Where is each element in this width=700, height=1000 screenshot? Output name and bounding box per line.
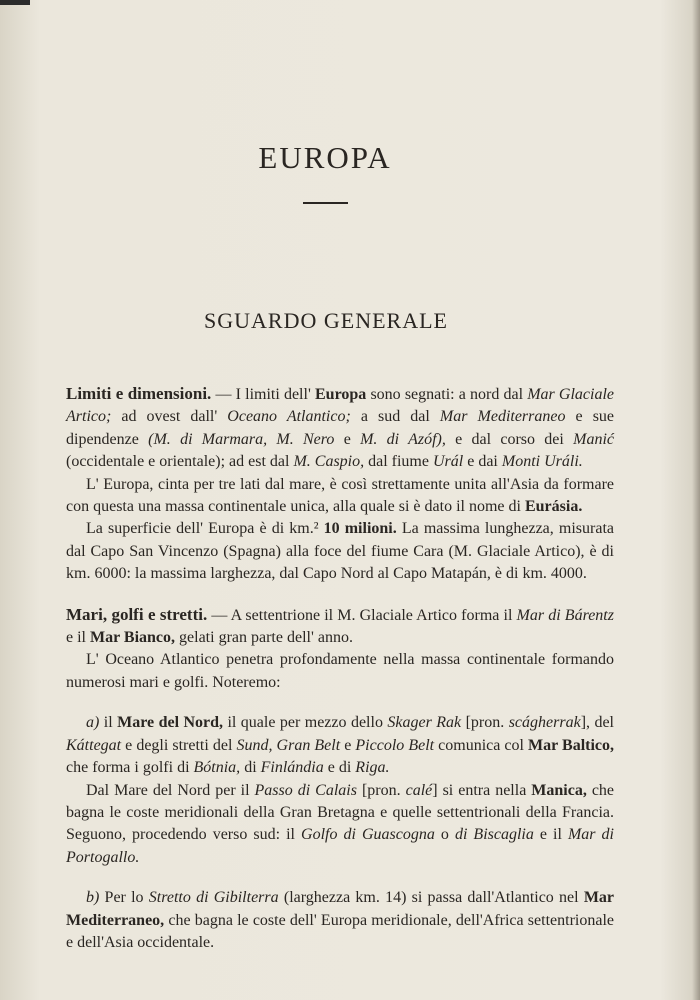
- text-run: Manica,: [531, 781, 587, 799]
- text-run: Mar Baltico,: [528, 736, 615, 754]
- text-run: ], del: [580, 714, 615, 732]
- text-run: Mar di Bárentz: [516, 606, 614, 624]
- text-run: Mar di Portogallo.: [66, 826, 615, 866]
- text-run: e di: [323, 759, 356, 777]
- text-run: e degli stretti del: [121, 736, 237, 754]
- text-run: — I limiti dell': [211, 386, 315, 403]
- text-run: Mar Mediterraneo,: [66, 889, 615, 929]
- text-run: e: [340, 736, 356, 754]
- text-run: Oceano Atlantico;: [227, 408, 351, 426]
- text-run: o: [434, 826, 455, 844]
- text-run: dal fiume: [364, 453, 433, 471]
- section-heading-limiti: Limiti e dimensioni.: [66, 384, 212, 403]
- text-run: e sue dipendenze: [66, 408, 615, 448]
- text-run: di: [240, 759, 261, 777]
- paragraph-mari: [66, 604, 614, 650]
- text-run: (larghezza km. 14) si passa dall'Atlantico nel: [278, 889, 584, 907]
- text-run: Mare del Nord,: [117, 714, 224, 732]
- text-run: Piccolo Belt: [355, 736, 435, 754]
- text-run: M. Caspio,: [293, 453, 365, 471]
- text-run: Riga.: [355, 759, 390, 777]
- text-run: che bagna le coste dell' Europa meridionale, dell'Africa settentrionale e dell'Asia occidentale.: [66, 911, 614, 951]
- text-run: il: [99, 714, 118, 732]
- paragraph-superficie: [66, 518, 614, 585]
- text-run: e dal corso dei: [445, 430, 574, 448]
- paragraph-mediterraneo: [66, 887, 614, 954]
- text-run: Dal Mare del Nord per il: [86, 781, 255, 799]
- title-divider: [303, 202, 348, 204]
- text-run: Golfo di Guascogna: [301, 826, 435, 844]
- text-run: M. di Azóf),: [360, 430, 446, 448]
- page-edge-shadow: [692, 0, 700, 1000]
- text-run: L' Europa, cinta per tre lati dal mare, è così strettamente unita all'Asia da formare con questa una massa continentale unica, alla quale si è dato il nome di: [66, 475, 614, 516]
- text-run: Bótnia,: [193, 759, 241, 777]
- text-run: sono segnati: a nord dal: [366, 386, 528, 403]
- text-run: e il: [66, 629, 90, 647]
- text-run: Eurásia.: [524, 498, 583, 516]
- text-run: che bagna le coste meridionali della Gran Bretagna e quelle settentrionali della Francia. Seguono, procedendo verso sud: il: [66, 781, 615, 844]
- text-run: Per lo: [99, 889, 149, 907]
- page-title: EUROPA: [258, 140, 392, 175]
- section-title: SGUARDO GENERALE: [204, 308, 448, 333]
- text-run: a sud dal: [350, 408, 440, 426]
- text-run: Káttegat: [66, 736, 122, 754]
- text-run: gelati gran parte dell' anno.: [175, 629, 353, 647]
- text-run: — A settentrione il M. Glaciale Artico forma il: [207, 606, 517, 624]
- text-run: di Biscaglia: [454, 826, 534, 844]
- text-run: e dai: [463, 453, 502, 471]
- page-body: [66, 383, 614, 954]
- text-run: [pron.: [356, 781, 406, 799]
- text-run: Skager Rak: [387, 714, 462, 732]
- text-run: che forma i golfi di: [66, 759, 194, 777]
- paragraph-atlantico: [66, 649, 614, 694]
- text-run: il quale per mezzo dello: [223, 714, 388, 732]
- text-run: [pron.: [461, 714, 509, 732]
- text-run: Passo di Calais: [254, 781, 357, 799]
- text-run: calé: [405, 781, 433, 799]
- text-run: Mar Glaciale Artico;: [66, 386, 615, 426]
- text-run: Sund, Gran Belt: [236, 736, 341, 754]
- text-run: Europa: [315, 386, 367, 403]
- text-run: Monti Uráli.: [501, 453, 583, 471]
- text-run: Mar Mediterraneo: [439, 408, 566, 426]
- text-run: (occidentale e orientale); ad est dal: [66, 453, 294, 471]
- paragraph-limiti: [66, 383, 614, 474]
- text-run: comunica col: [434, 736, 529, 754]
- text-run: scágherrak: [508, 714, 581, 732]
- text-run: Finlándia: [260, 759, 324, 777]
- text-run: 10 milioni.: [323, 520, 397, 538]
- section-heading-mari: Mari, golfi e stretti.: [66, 604, 208, 624]
- text-run: e il: [533, 826, 568, 844]
- text-run: L' Oceano Atlantico penetra profondamente nella massa continentale formando numerosi mari e golfi. Noteremo:: [66, 651, 614, 691]
- paragraph-eurasia: [66, 474, 614, 519]
- corner-mark: [0, 0, 30, 5]
- text-run: (M. di Marmara, M. Nero: [148, 430, 335, 448]
- text-run: ] si entra nella: [432, 781, 532, 799]
- text-run: Manić: [573, 430, 614, 448]
- text-run: La massima lunghezza, misurata dal Capo San Vincenzo (Spagna) alla foce del fiume Cara (M. Glaciale Artico), è di km. 6000: la massima larghezza, dal Capo Nord al Capo Matapán, è di km. 4000.: [66, 520, 614, 583]
- text-run: Mar Bianco,: [90, 629, 176, 647]
- text-run: Stretto di Gibilterra: [148, 889, 279, 907]
- paragraph-manica: [66, 780, 614, 870]
- text-run: a): [86, 714, 100, 732]
- text-run: Urál: [432, 453, 464, 471]
- text-run: b): [86, 889, 100, 907]
- text-run: ad ovest dall': [111, 408, 228, 426]
- text-run: La superficie dell' Europa è di km.²: [86, 520, 324, 538]
- paragraph-mare-del-nord: [66, 712, 614, 779]
- text-run: e: [334, 430, 361, 448]
